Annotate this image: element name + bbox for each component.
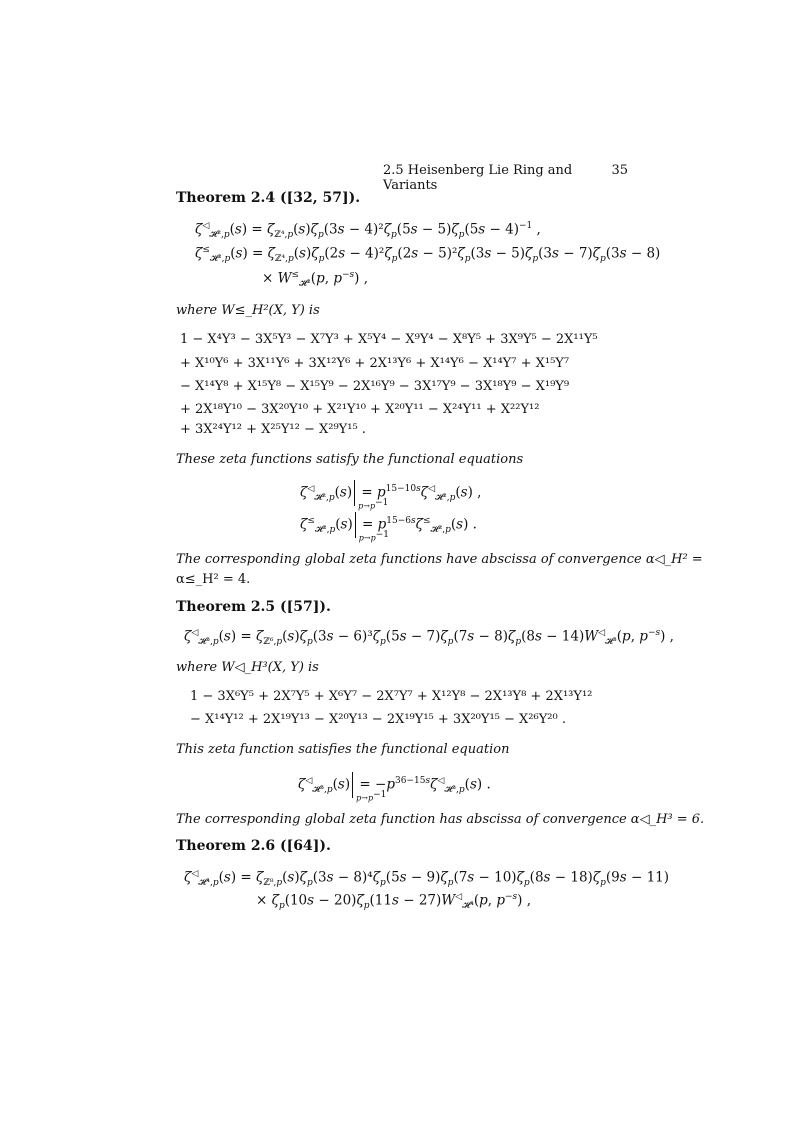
polynomial-h3-line-2: − X¹⁴Y¹² + 2X¹⁹Y¹³ − X²⁰Y¹³ − 2X¹⁹Y¹⁵ + 3X²⁰Y¹⁵ − X²⁶Y²⁰ . xyxy=(190,712,566,727)
functional-equation-intro-h3: This zeta function satisfies the functional equation xyxy=(176,742,510,757)
polynomial-line-5: + 3X²⁴Y¹² + X²⁵Y¹² − X²⁹Y¹⁵ . xyxy=(180,422,366,437)
theorem-2-4-eq-3: × $W^\le_{𝓗^2}(p$, $p^{-s}$) , xyxy=(262,270,368,290)
polynomial-line-1: 1 − X⁴Y³ − 3X⁵Y³ − X⁷Y³ + X⁵Y⁴ − X⁹Y⁴ − X⁸Y⁵ + 3X⁹Y⁵ − 2X¹¹Y⁵ xyxy=(180,332,598,347)
where-clause-w-h2: where W≤_H²(X, Y) is xyxy=(176,303,320,318)
functional-equation-1: $\zeta^◁_{𝓗^2,p}(s)$ $p\to p^{-1}$ = $p^{15-10s}\zeta^◁_{𝓗^2,p}(s)$ , xyxy=(300,480,481,506)
running-header xyxy=(383,163,628,193)
theorem-2-4-eq-2: $\zeta^\le_{𝓗^2,p}(s) = \zeta_{ℤ^4,p}(s)\zeta_p(2s - 4)^2\zeta_p(2s - 5)^2\zeta_p(3s - 5)\zeta_p(3s - 7)\zeta_p(3s - 8)$ xyxy=(195,245,661,265)
theorem-2-6-eq-2: × $\zeta_p(10s - 20)\zeta_p(11s - 27)W^◁_{𝓗^4}(p$, $p^{-s}$) , xyxy=(256,892,532,912)
where-clause-w-h3: where W◁_H³(X, Y) is xyxy=(176,660,319,675)
theorem-2-4-title: Theorem 2.4 ([32, 57]). xyxy=(176,190,361,206)
functional-equation-h3: $\zeta^◁_{𝓗^3,p}(s)$ $p\to p^{-1}$ = $-p^{36-15s}\zeta^◁_{𝓗^3,p}(s)$ . xyxy=(298,772,491,798)
abscissa-statement-h3: The corresponding global zeta function has abscissa of convergence α◁_H³ = 6. xyxy=(176,812,705,827)
polynomial-line-4: + 2X¹⁸Y¹⁰ − 3X²⁰Y¹⁰ + X²¹Y¹⁰ + X²⁰Y¹¹ − X²⁴Y¹¹ + X²²Y¹² xyxy=(180,402,540,417)
polynomial-line-2: + X¹⁰Y⁶ + 3X¹¹Y⁶ + 3X¹²Y⁶ + 2X¹³Y⁶ + X¹⁴Y⁶ − X¹⁴Y⁷ + X¹⁵Y⁷ xyxy=(180,356,570,371)
theorem-2-4-eq-1: $\zeta^◁_{𝓗^2,p}(s) = \zeta_{ℤ^4,p}(s)\zeta_p(3s - 4)^2\zeta_p(5s - 5)\zeta_p(5s - 4)^{-1}$ , xyxy=(195,221,541,241)
page-number: 35 xyxy=(611,163,628,178)
abscissa-value: α≤_H² = 4. xyxy=(176,572,251,587)
theorem-2-5-eq: $\zeta^◁_{𝓗^3,p}(s) = \zeta_{ℤ^6,p}(s)\zeta_p(3s - 6)^3\zeta_p(5s - 7)\zeta_p(7s - 8)\zeta_p(8s - 14)W^◁_{𝓗^3}(p$, $p^{-s}$) , xyxy=(184,628,674,648)
functional-equations-intro: These zeta functions satisfy the functional equations xyxy=(176,452,524,467)
section-title: 2.5 Heisenberg Lie Ring and Variants xyxy=(383,163,573,193)
theorem-2-6-title: Theorem 2.6 ([64]). xyxy=(176,838,331,854)
polynomial-line-3: − X¹⁴Y⁸ + X¹⁵Y⁸ − X¹⁵Y⁹ − 2X¹⁶Y⁹ − 3X¹⁷Y⁹ − 3X¹⁸Y⁹ − X¹⁹Y⁹ xyxy=(180,379,570,394)
functional-equation-2: $\zeta^\le_{𝓗^2,p}(s)$ $p\to p^{-1}$ = $p^{15-6s}\zeta^\le_{𝓗^2,p}(s)$ . xyxy=(300,512,477,538)
theorem-2-5-title: Theorem 2.5 ([57]). xyxy=(176,599,331,615)
polynomial-h3-line-1: 1 − 3X⁶Y⁵ + 2X⁷Y⁵ + X⁶Y⁷ − 2X⁷Y⁷ + X¹²Y⁸ − 2X¹³Y⁸ + 2X¹³Y¹² xyxy=(190,689,593,704)
abscissa-statement: The corresponding global zeta functions have abscissa of convergence α◁_H² = xyxy=(176,552,703,567)
theorem-2-6-eq-1: $\zeta^◁_{𝓗^4,p}(s) = \zeta_{ℤ^8,p}(s)\zeta_p(3s - 8)^4\zeta_p(5s - 9)\zeta_p(7s - 10)\zeta_p(8s - 18)\zeta_p(9s - 11)$ xyxy=(184,869,670,889)
